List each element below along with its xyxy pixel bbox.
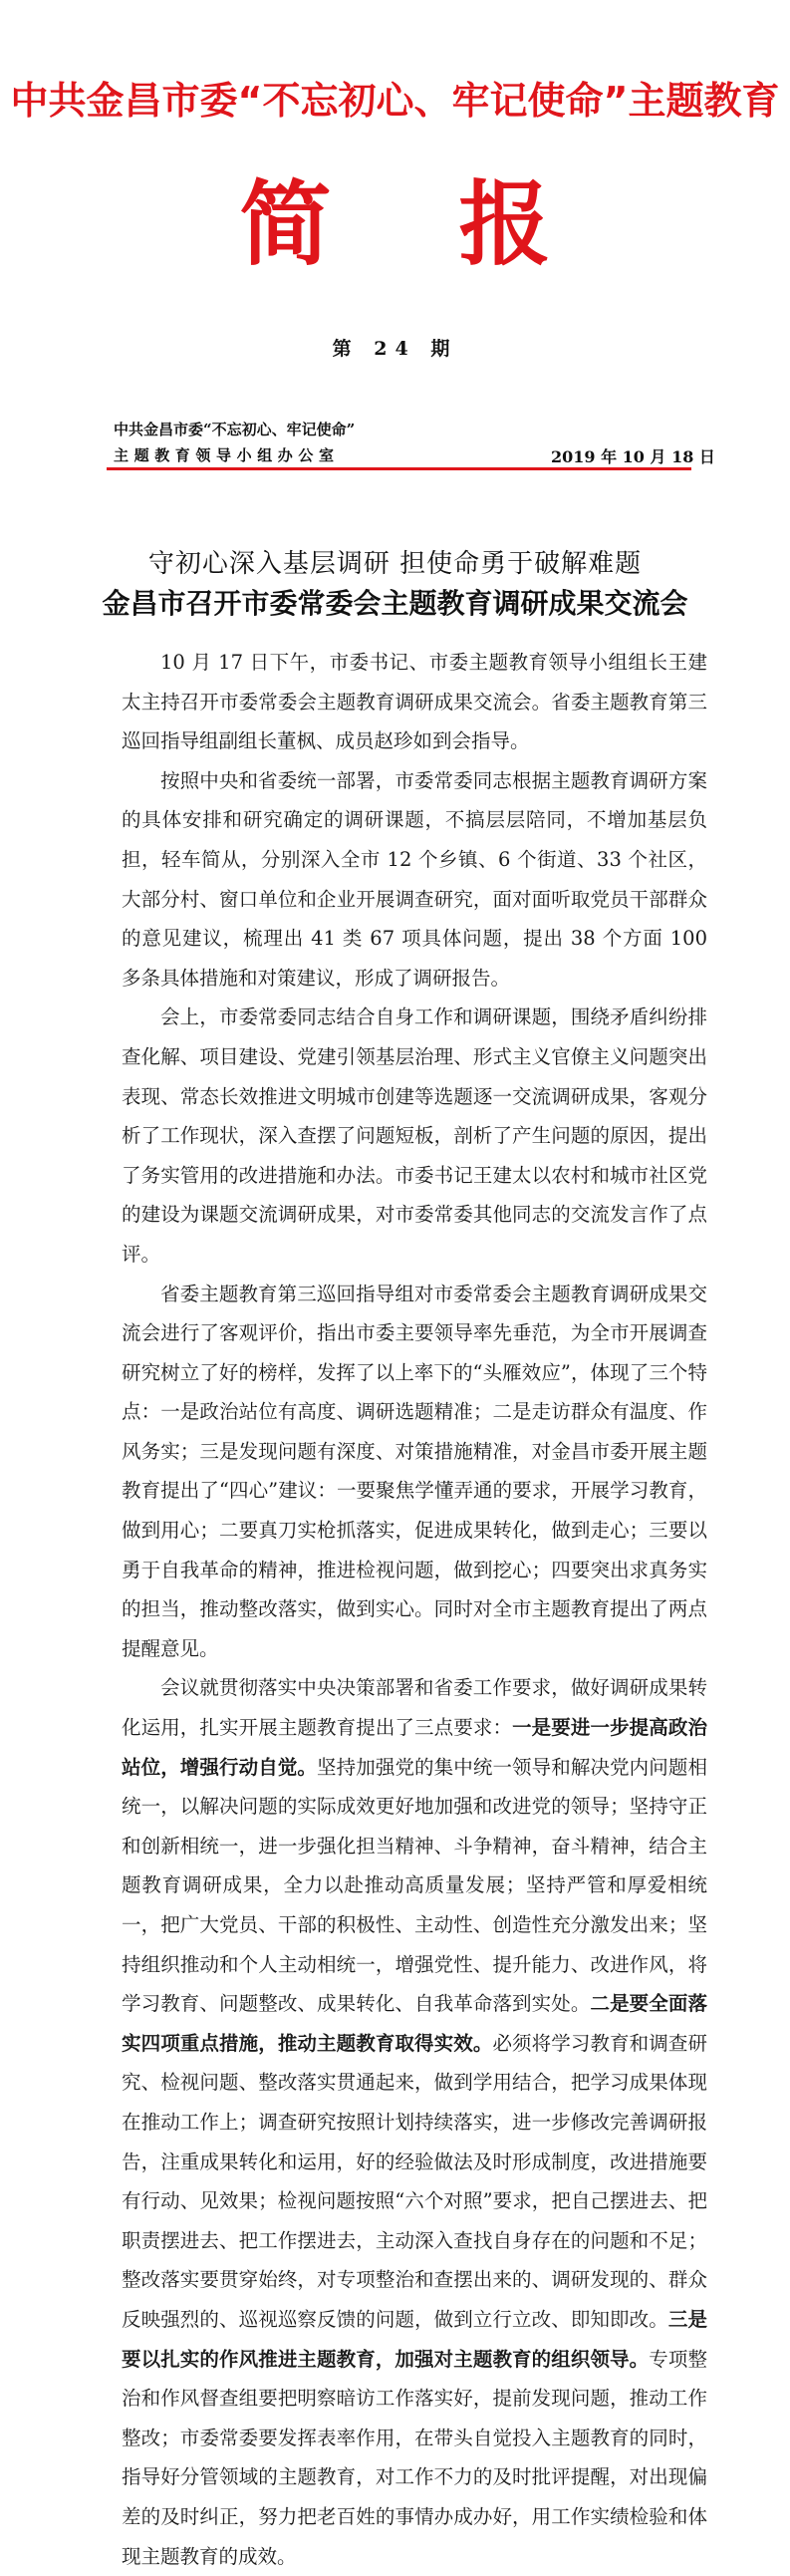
masthead-title: 中共金昌市委“不忘初心、牢记使命”主题教育 xyxy=(10,79,780,123)
header-divider xyxy=(107,467,691,470)
p5-intro: 会议就贯彻落实中央决策部署和省委工作要求，做好调研成果转化运用，扎实开展主题教育提出了三点要求： xyxy=(122,1676,707,1740)
article-subtitle: 守初心深入基层调研 担使命勇于破解难题 xyxy=(147,549,643,579)
paragraph-4: 省委主题教育第三巡回指导组对市委常委会主题教育调研成果交流会进行了客观评价，指出市委主要领导率先垂范，为全市开展调查研究树立了好的榜样，发挥了以上率下的“头雁效应”，体现了三个特点：一是政治站位有高度、调研选题精准；二是走访群众有温度、作风务实；三是发现问题有深度、对策措施精准，对金昌市委开展主题教育提出了“四心”建议：一要聚焦学懂弄通的要求，开展学习教育，做到用心；二要真刀实枪抓落实，促进成果转化，做到走心；三要以勇于自我革命的精神，推进检视问题，做到挖心；四要突出求真务实的担当，推动整改落实，做到实心。同时对全市主题教育提出了两点提醒意见。 xyxy=(122,1282,707,1660)
brief-char-2: 报 xyxy=(458,170,551,278)
p5-text-1: 坚持加强党的集中统一领导和解决党内问题相统一，以解决问题的实际成效更好地加强和改进党的领导；坚持守正和创新相统一，进一步强化担当精神、斗争精神，奋斗精神，结合主题教育调研成果，全力以赴推动高质量发展；坚持严管和厚爱相统一，把广大党员、干部的积极性、主动性、创造性充分激发出来；坚持组织推动和个人主动相统一，增强党性、提升能力、改进作风，将学习教育、问题整改、成果转化、自我革命落到实处。 xyxy=(122,1755,707,2016)
paragraph-5 xyxy=(122,1668,707,2576)
office-line-1: 中共金昌市委“不忘初心、牢记使命” xyxy=(114,421,356,438)
article-body xyxy=(122,643,707,2576)
p5-text-2: 必须将学习教育和调查研究、检视问题、整改落实贯通起来，做到学用结合，把学习成果体现在推动工作上；调查研究按照计划持续落实，进一步修改完善调研报告，注重成果转化和运用，好的经验做法及时形成制度，改进措施要有行动、见效果；检视问题按照“六个对照”要求，把自己摆进去、把职责摆进去、把工作摆进去，主动深入查找自身存在的问题和不足；整改落实要贯穿始终，对专项整治和查摆出来的、调研发现的、群众反映强烈的、巡视巡察反馈的问题，做到立行立改、即知即改。 xyxy=(122,2031,707,2331)
p5-text-3: 专项整治和作风督查组要把明察暗访工作落实好，提前发现问题，推动工作整改；市委常委要发挥表率作用，在带头自觉投入主题教育的同时，指导好分管领域的主题教育，对工作不力的及时批评提醒，对出现偏差的及时纠正，努力把老百姓的事情办成办好，用工作实绩检验和体现主题教育的成效。 xyxy=(122,2347,707,2568)
paragraph-1: 10 月 17 日下午，市委书记、市委主题教育领导小组组长王建太主持召开市委常委会主题教育调研成果交流会。省委主题教育第三巡回指导组副组长董枫、成员赵珍如到会指导。 xyxy=(122,651,707,753)
article-title: 金昌市召开市委常委会主题教育调研成果交流会 xyxy=(102,587,688,620)
paragraph-2: 按照中央和省委统一部署，市委常委同志根据主题教育调研方案的具体安排和研究确定的调研课题，不搞层层陪同，不增加基层负担，轻车简从，分别深入全市 12 个乡镇、6 个街道、33 个社区，大部分村、窗口单位和企业开展调查研究，面对面听取党员干部群众的意见建议，梳理出 41 类 67 项具体问题，提出 38 个方面 100 多条具体措施和对策建议，形成了调研报告。 xyxy=(122,768,707,990)
issue-number: 第 24 期 xyxy=(332,338,458,360)
p5-requirement-1: 一是要进一步提高政治站位，增强行动自觉。 xyxy=(122,1716,707,1779)
issue-date: 2019 年 10 月 18 日 xyxy=(551,447,715,466)
paragraph-3: 会上，市委常委同志结合自身工作和调研课题，围绕矛盾纠纷排查化解、项目建设、党建引领基层治理、形式主义官僚主义问题突出表现、常态长效推进文明城市创建等选题逐一交流调研成果，客观分析了工作现状，深入查摆了问题短板，剖析了产生问题的原因，提出了务实管用的改进措施和办法。市委书记王建太以农村和城市社区党的建设为课题交流调研成果，对市委常委其他同志的交流发言作了点评。 xyxy=(122,1005,707,1266)
p5-requirement-2: 二是要全面落实四项重点措施，推动主题教育取得实效。 xyxy=(122,1992,707,2055)
p5-requirement-3: 三是要以扎实的作风推进主题教育，加强对主题教育的组织领导。 xyxy=(122,2307,707,2371)
brief-heading xyxy=(0,169,790,279)
brief-char-1: 简 xyxy=(239,170,332,278)
office-line-2: 主题教育领导小组办公室 xyxy=(114,446,340,464)
